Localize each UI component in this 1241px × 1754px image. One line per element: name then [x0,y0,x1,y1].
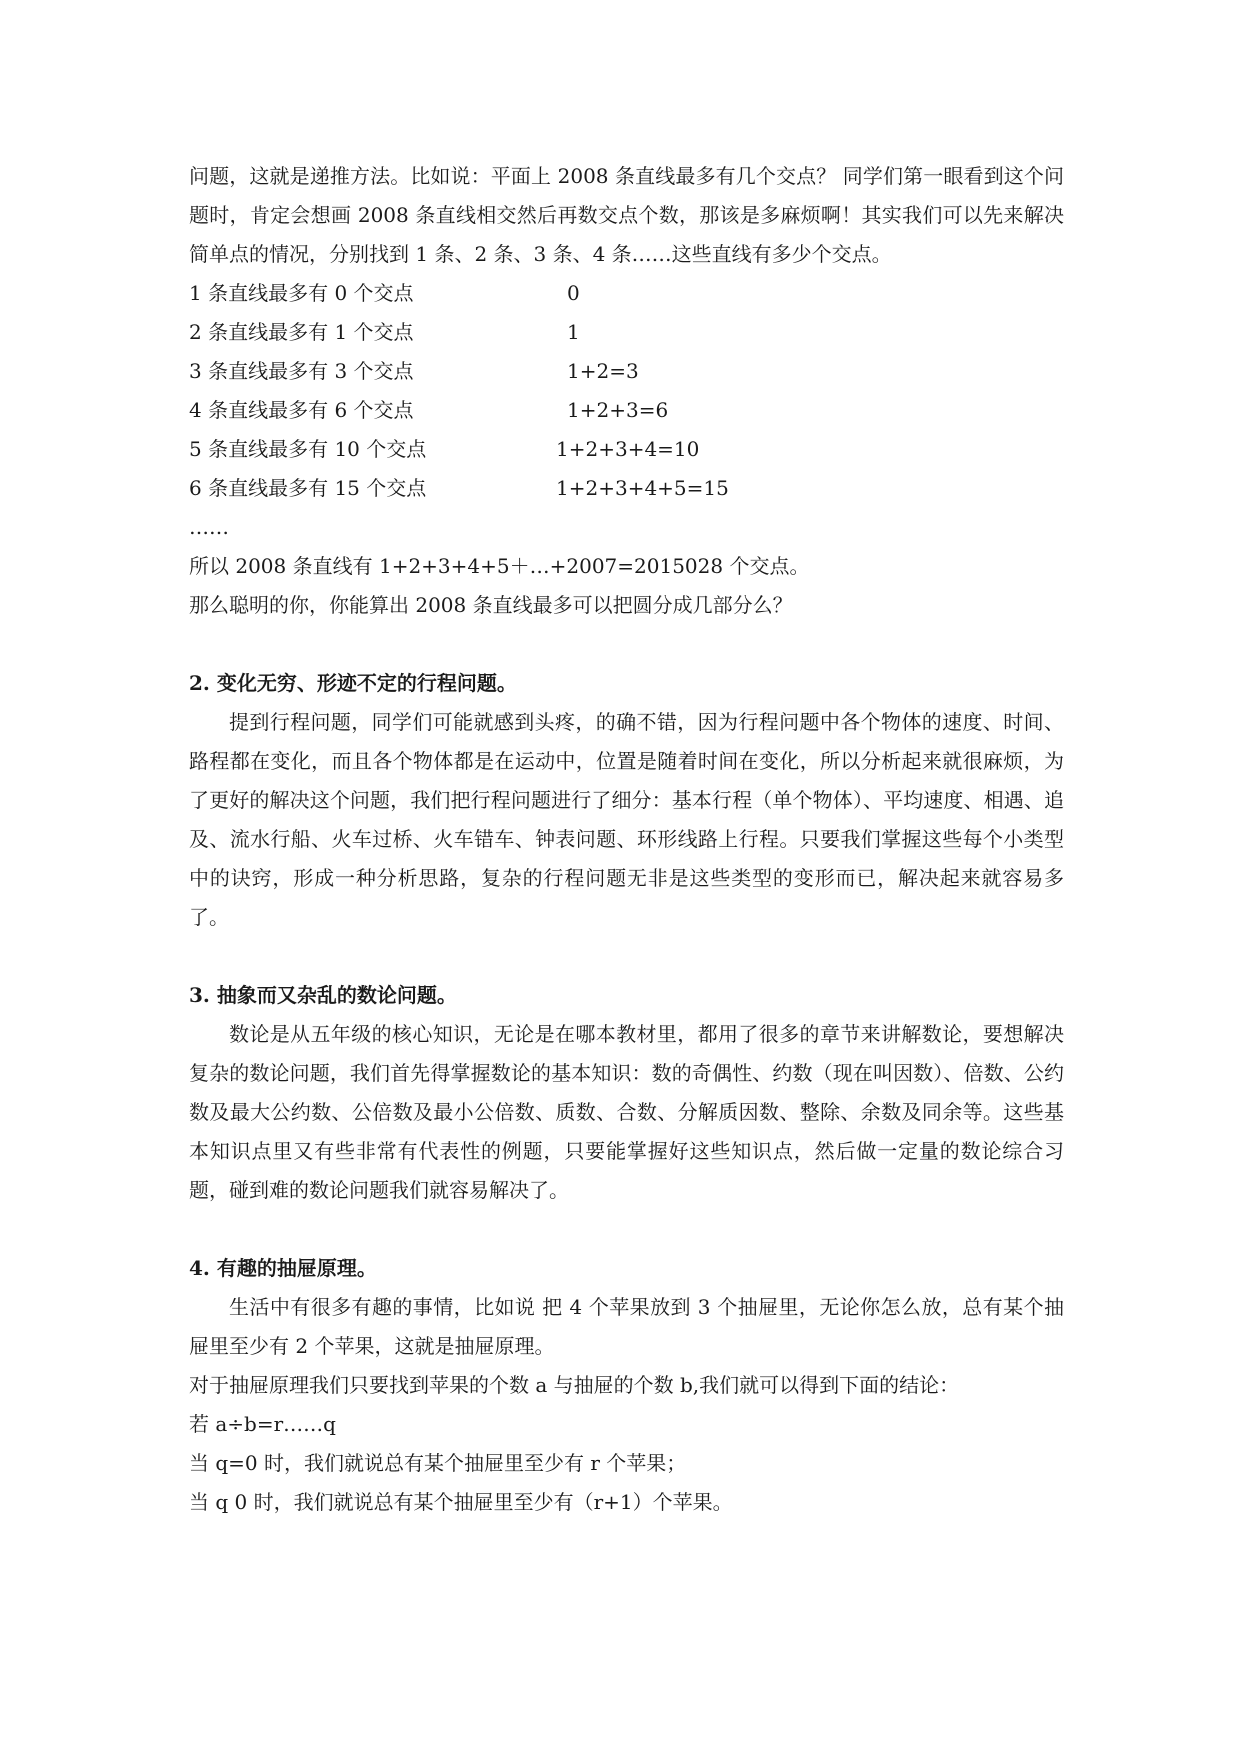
table-row-calc: 1+2+3+4+5=15 [556,476,729,500]
table-row-calc: 1+2+3+4=10 [556,437,700,461]
table-row-label: 4 条直线最多有 6 个交点 [189,398,414,422]
section-4-formula: 若 a÷b=r……q [189,1412,336,1436]
intro-paragraph: 问题，这就是递推方法。比如说：平面上 2008 条直线最多有几个交点？ 同学们第一眼看到这个问题时，肯定会想画 2008 条直线相交然后再数交点个数，那该是多麻烦啊！其实我们可以先来解决简单点的情况，分别找到 1 条、2 条、3 条、4 条……这些直线有多少个交点。 [189,164,1064,266]
table-row-label: 6 条直线最多有 15 个交点 [189,476,427,500]
table-row-calc: 1+2=3 [567,359,639,383]
table-row-calc: 1 [567,320,580,344]
section-4-line-1: 对于抽屉原理我们只要找到苹果的个数 a 与抽屉的个数 b,我们就可以得到下面的结论： [189,1373,960,1397]
section-4-body: 生活中有很多有趣的事情，比如说 把 4 个苹果放到 3 个抽屉里，无论你怎么放，总有某个抽屉里至少有 2 个苹果，这就是抽屉原理。 [189,1295,1064,1358]
section-4-line-4: 当 q 0 时，我们就说总有某个抽屉里至少有（r+1）个苹果。 [189,1490,733,1514]
table-row-label: 2 条直线最多有 1 个交点 [189,320,414,344]
section-3-heading: 3. 抽象而又杂乱的数论问题。 [189,983,457,1007]
section-2-body: 提到行程问题，同学们可能就感到头疼，的确不错，因为行程问题中各个物体的速度、时间、路程都在变化，而且各个物体都是在运动中，位置是随着时间在变化，所以分析起来就很麻烦，为了更好的解决这个问题，我们把行程问题进行了细分：基本行程（单个物体）、平均速度、相遇、追及、流水行船、火车过桥、火车错车、钟表问题、环形线路上行程。只要我们掌握这些每个小类型中的诀窍，形成一种分析思路，复杂的行程问题无非是这些类型的变形而已，解决起来就容易多了。 [189,710,1064,929]
section-4-heading: 4. 有趣的抽屉原理。 [189,1256,377,1280]
section-4-line-3: 当 q=0 时，我们就说总有某个抽屉里至少有 r 个苹果； [189,1451,687,1475]
question-line: 那么聪明的你，你能算出 2008 条直线最多可以把圆分成几部分么？ [189,593,793,617]
table-row-calc: 0 [567,281,580,305]
conclusion-line: 所以 2008 条直线有 1+2+3+4+5＋…+2007=2015028 个交点。 [189,554,810,578]
table-row-calc: 1+2+3=6 [567,398,669,422]
section-2-heading: 2. 变化无穷、形迹不定的行程问题。 [189,671,517,695]
table-row-label: 5 条直线最多有 10 个交点 [189,437,427,461]
section-3-body: 数论是从五年级的核心知识，无论是在哪本教材里，都用了很多的章节来讲解数论，要想解决复杂的数论问题，我们首先得掌握数论的基本知识：数的奇偶性、约数（现在叫因数）、倍数、公约数及最大公约数、公倍数及最小公倍数、质数、合数、分解质因数、整除、余数及同余等。这些基本知识点里又有些非常有代表性的例题，只要能掌握好这些知识点，然后做一定量的数论综合习题，碰到难的数论问题我们就容易解决了。 [189,1022,1064,1202]
ellipsis: …… [189,515,229,539]
table-row-label: 3 条直线最多有 3 个交点 [189,359,414,383]
table-row-label: 1 条直线最多有 0 个交点 [189,281,414,305]
